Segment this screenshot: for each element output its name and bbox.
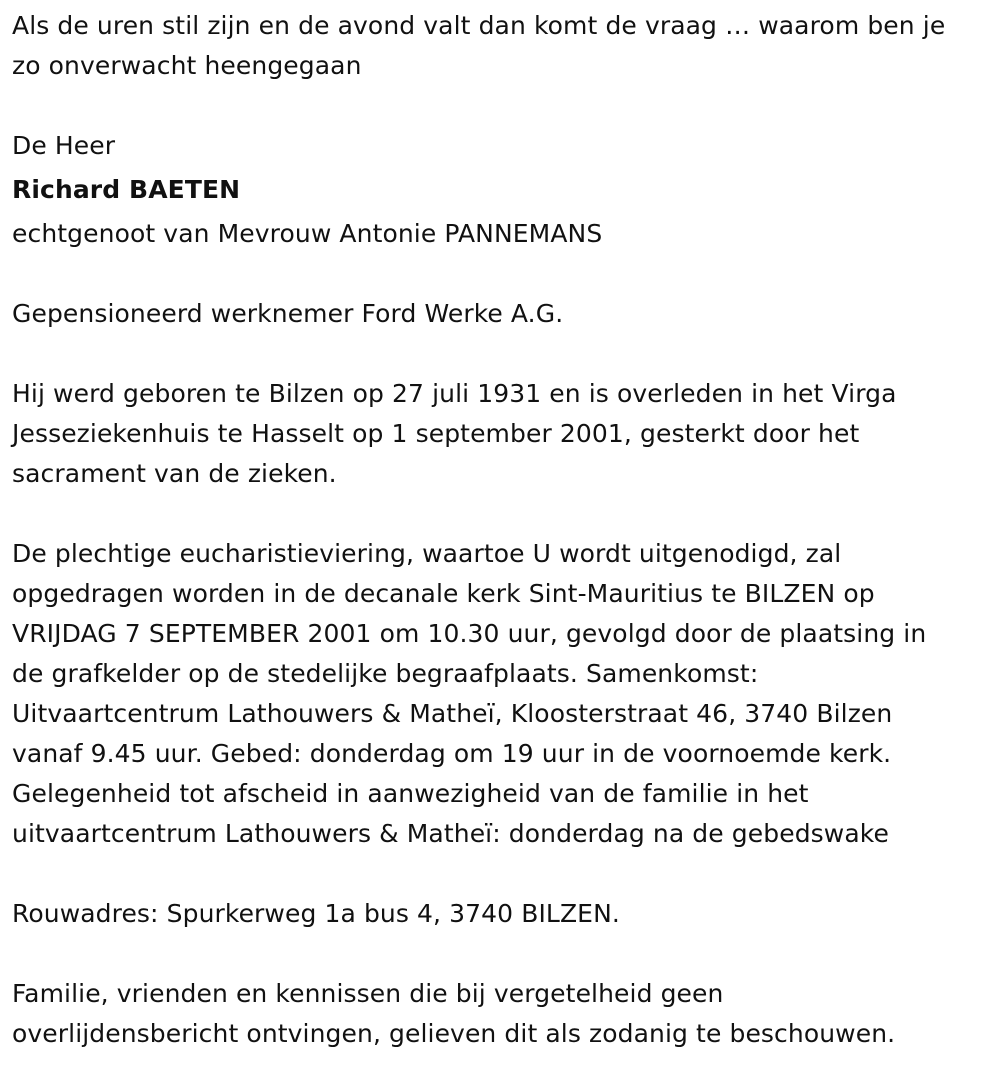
spacer: [12, 494, 988, 534]
intro-line-1: Als de uren stil zijn en de avond valt dan komt de vraag … waarom ben je: [12, 11, 946, 40]
ceremony-line-2: opgedragen worden in de decanale kerk Sint-Mauritius te BILZEN op: [12, 579, 875, 608]
person-title: De Heer: [12, 131, 116, 160]
birth-death-line-3: sacrament van de zieken.: [12, 459, 337, 488]
birth-death-line-1: Hij werd geboren te Bilzen op 27 juli 1931 en is overleden in het Virga: [12, 379, 897, 408]
ceremony-line-3: VRIJDAG 7 SEPTEMBER 2001 om 10.30 uur, gevolgd door de plaatsing in: [12, 619, 927, 648]
spacer: [12, 934, 988, 974]
person-occupation: Gepensioneerd werknemer Ford Werke A.G.: [12, 299, 564, 328]
person-block: [12, 126, 988, 254]
spacer: [12, 334, 988, 374]
person-spouse: echtgenoot van Mevrouw Antonie PANNEMANS: [12, 219, 603, 248]
intro-line-2: zo onverwacht heengegaan: [12, 51, 362, 80]
spacer: [12, 854, 988, 894]
closing-paragraph: [12, 974, 988, 1054]
ceremony-line-1: De plechtige eucharistieviering, waartoe U wordt uitgenodigd, zal: [12, 539, 842, 568]
ceremony-paragraph: [12, 534, 988, 854]
ceremony-line-8: uitvaartcentrum Lathouwers & Matheï: donderdag na de gebedswake: [12, 819, 889, 848]
person-name: Richard BAETEN: [12, 175, 241, 204]
ceremony-line-4: de grafkelder op de stedelijke begraafplaats. Samenkomst:: [12, 659, 759, 688]
ceremony-line-6: vanaf 9.45 uur. Gebed: donderdag om 19 uur in de voornoemde kerk.: [12, 739, 892, 768]
closing-line-1: Familie, vrienden en kennissen die bij vergetelheid geen: [12, 979, 724, 1008]
birth-death-line-2: Jesseziekenhuis te Hasselt op 1 september 2001, gesterkt door het: [12, 419, 860, 448]
intro-quote: [12, 6, 988, 86]
spacer: [12, 86, 988, 126]
spacer: [12, 254, 988, 294]
mourning-address: Rouwadres: Spurkerweg 1a bus 4, 3740 BILZEN.: [12, 899, 620, 928]
closing-line-2: overlijdensbericht ontvingen, gelieven dit als zodanig te beschouwen.: [12, 1019, 896, 1048]
ceremony-line-7: Gelegenheid tot afscheid in aanwezigheid van de familie in het: [12, 779, 809, 808]
birth-death-paragraph: [12, 374, 988, 494]
ceremony-line-5: Uitvaartcentrum Lathouwers & Matheï, Kloosterstraat 46, 3740 Bilzen: [12, 699, 893, 728]
